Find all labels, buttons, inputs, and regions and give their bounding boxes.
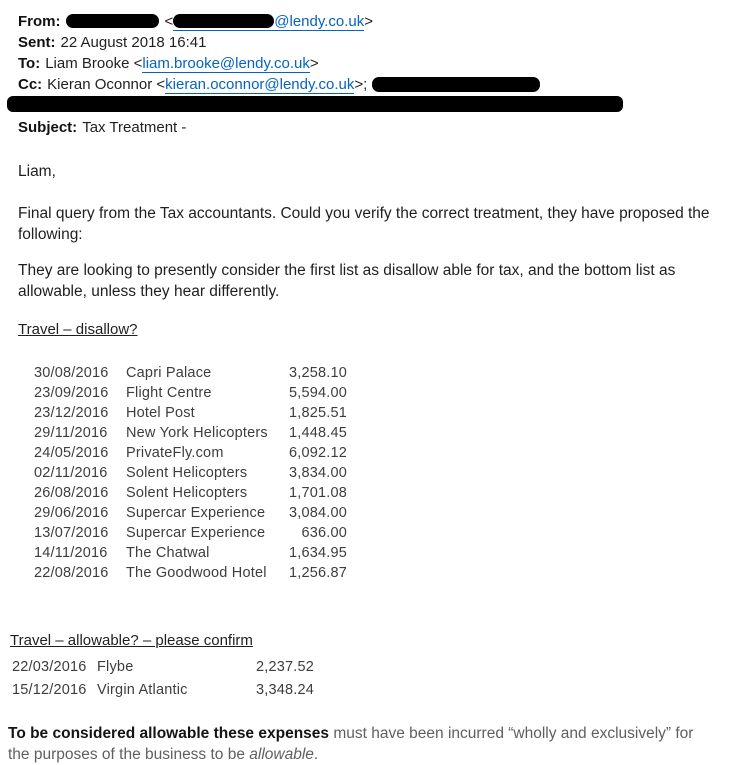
closing-period: . — [313, 746, 319, 763]
expense-vendor: Virgin Atlantic — [97, 682, 188, 698]
expense-vendor: Supercar Experience — [126, 505, 266, 521]
expense-amount: 2,237.52 — [255, 659, 314, 675]
angle-open: < — [164, 13, 174, 30]
from-label: From: — [18, 13, 61, 30]
table-row — [34, 463, 719, 483]
angle-close-semi: >; — [354, 76, 368, 93]
table-row — [34, 523, 719, 543]
to-email-link[interactable]: liam.brooke@lendy.co.uk — [142, 55, 310, 72]
expense-date: 30/08/2016 — [34, 365, 109, 381]
table-row — [34, 443, 719, 463]
cc-name: Kieran Oconnor — [47, 76, 153, 93]
redaction-bar-from-name — [66, 14, 159, 28]
expense-date: 23/12/2016 — [34, 405, 109, 421]
closing-bold-text: To be considered allowable these expenses — [8, 725, 330, 742]
angle-open: < — [133, 55, 143, 72]
closing-italic-word: allowable — [249, 746, 314, 763]
redaction-bar-full-width — [7, 96, 623, 112]
to-name: Liam Brooke — [45, 55, 130, 72]
expense-date: 02/11/2016 — [34, 465, 108, 481]
redaction-bar-from-email — [173, 14, 274, 28]
expense-date: 22/03/2016 — [12, 659, 87, 675]
expense-date: 26/08/2016 — [34, 485, 109, 501]
expense-date: 29/06/2016 — [34, 505, 109, 521]
expense-amount: 1,825.51 — [288, 405, 347, 421]
expense-vendor: The Goodwood Hotel — [126, 565, 267, 581]
angle-open: < — [156, 76, 166, 93]
expense-vendor: Supercar Experience — [126, 525, 266, 541]
closing-middle-text: must have been incurred “wholly and exclusively” for the purposes of the business to be — [8, 725, 694, 763]
allowable-heading: Travel – allowable? – please confirm — [10, 632, 253, 649]
from-email-link[interactable] — [173, 13, 364, 31]
to-label: To: — [18, 55, 41, 72]
table-row — [34, 383, 719, 403]
table-row — [34, 503, 719, 523]
table-row — [34, 363, 719, 383]
cc-email-link[interactable]: kieran.oconnor@lendy.co.uk — [165, 76, 355, 93]
expense-date: 15/12/2016 — [12, 682, 87, 698]
table-row — [12, 679, 719, 702]
expense-vendor: Solent Helicopters — [126, 485, 248, 501]
expense-amount: 3,834.00 — [288, 465, 347, 481]
expense-date: 14/11/2016 — [34, 545, 108, 561]
closing-paragraph — [8, 723, 719, 765]
expense-vendor: Capri Palace — [126, 365, 212, 381]
table-row — [34, 563, 719, 583]
paragraph-2: They are looking to presently consider the first list as disallow able for tax, and the bottom list as allowable, unless they hear differently. — [18, 262, 676, 300]
expense-amount: 5,594.00 — [288, 385, 347, 401]
expense-vendor: Solent Helicopters — [126, 465, 248, 481]
greeting: Liam, — [18, 163, 56, 180]
expense-amount: 3,348.24 — [255, 682, 314, 698]
expense-date: 29/11/2016 — [34, 425, 108, 441]
from-line — [18, 11, 719, 32]
subject-label: Subject: — [18, 119, 78, 136]
angle-close: > — [364, 13, 374, 30]
angle-close: > — [309, 55, 319, 72]
expense-vendor: Flight Centre — [126, 385, 212, 401]
redaction-bar-cc — [372, 77, 540, 92]
sent-label: Sent: — [18, 34, 56, 51]
expense-amount: 1,634.95 — [288, 545, 347, 561]
table-row — [12, 656, 719, 679]
subject-value: Tax Treatment - — [82, 119, 187, 136]
expense-vendor: The Chatwal — [126, 545, 210, 561]
expense-amount: 1,256.87 — [288, 565, 347, 581]
cc-label: Cc: — [18, 76, 43, 93]
disallow-heading: Travel – disallow? — [18, 321, 138, 338]
expense-amount: 3,084.00 — [288, 505, 347, 521]
table-row — [34, 483, 719, 503]
expense-amount: 1,701.08 — [288, 485, 347, 501]
from-email-domain: @lendy.co.uk — [274, 13, 365, 30]
cc-line — [18, 74, 719, 95]
table-row — [34, 423, 719, 443]
to-line — [18, 53, 719, 74]
expense-amount: 6,092.12 — [288, 445, 347, 461]
expense-date: 22/08/2016 — [34, 565, 109, 581]
sent-line — [18, 32, 719, 53]
expense-amount: 636.00 — [301, 525, 347, 541]
subject-line — [18, 117, 719, 138]
sent-value: 22 August 2018 16:41 — [60, 34, 207, 51]
expense-vendor: New York Helicopters — [126, 425, 268, 441]
expense-vendor: Hotel Post — [126, 405, 195, 421]
table-row — [34, 543, 719, 563]
paragraph-1: Final query from the Tax accountants. Could you verify the correct treatment, they have proposed the following: — [18, 205, 710, 243]
expense-date: 23/09/2016 — [34, 385, 109, 401]
allowable-table — [12, 656, 719, 702]
expense-amount: 3,258.10 — [288, 365, 347, 381]
expense-date: 24/05/2016 — [34, 445, 109, 461]
table-row — [34, 403, 719, 423]
expense-vendor: PrivateFly.com — [126, 445, 224, 461]
expense-amount: 1,448.45 — [288, 425, 347, 441]
expense-vendor: Flybe — [97, 659, 134, 675]
expense-date: 13/07/2016 — [34, 525, 109, 541]
disallow-table — [34, 363, 719, 583]
